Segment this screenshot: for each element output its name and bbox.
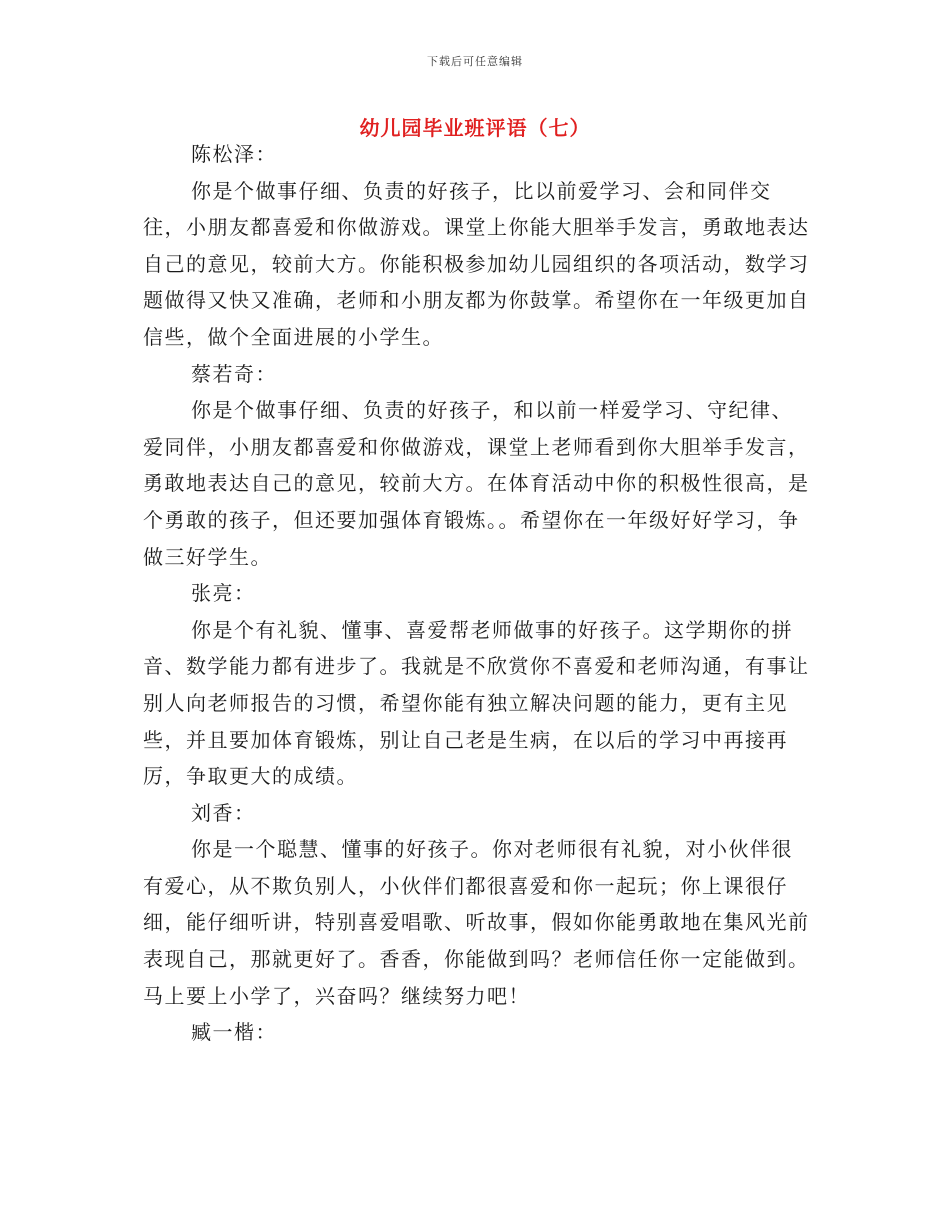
document-title: 幼儿园毕业班评语（七） (359, 116, 591, 140)
header-note: 下载后可任意编辑 (427, 55, 523, 68)
entry-comment: 你是一个聪慧、懂事的好孩子。你对老师很有礼貌，对小伙伴很有爱心，从不欺负别人，小伙伴们都很喜爱和你一起玩；你上课很仔细，能仔细听讲，特别喜爱唱歌、听故事，假如你能勇敢地在集风光前表现自己，那就更好了。香香，你能做到吗？老师信任你一定能做到。马上要上小学了，兴奋吗？继续努力吧！ (143, 837, 810, 1008)
entry-comment: 你是个做事仔细、负责的好孩子，和以前一样爱学习、守纪律、爱同伴，小朋友都喜爱和你做游戏，课堂上老师看到你大胆举手发言，勇敢地表达自己的意见，较前大方。在体育活动中你的积极性很高，是个勇敢的孩子，但还要加强体育锻炼。。希望你在一年级好好学习，争做三好学生。 (143, 398, 810, 569)
entry-comment: 你是个做事仔细、负责的好孩子，比以前爱学习、会和同伴交往，小朋友都喜爱和你做游戏。课堂上你能大胆举手发言，勇敢地表达自己的意见，较前大方。你能积极参加幼儿园组织的各项活动，数学习题做得又快又准确，老师和小朋友都为你鼓掌。希望你在一年级更加自信些，做个全面进展的小学生。 (143, 178, 810, 349)
document-body (143, 136, 811, 1051)
entry-name: 刘香： (191, 800, 256, 825)
entry-name: 臧一楷： (191, 1020, 277, 1045)
entry-name: 张亮： (191, 581, 256, 606)
entry-name: 陈松泽： (191, 142, 277, 166)
entry-name: 蔡若奇： (191, 361, 277, 386)
entry-comment: 你是个有礼貌、懂事、喜爱帮老师做事的好孩子。这学期你的拼音、数学能力都有进步了。我就是不欣赏你不喜爱和老师沟通，有事让别人向老师报告的习惯，希望你能有独立解决问题的能力，更有主见些，并且要加体育锻炼，别让自己老是生病，在以后的学习中再接再厉，争取更大的成绩。 (143, 617, 810, 789)
